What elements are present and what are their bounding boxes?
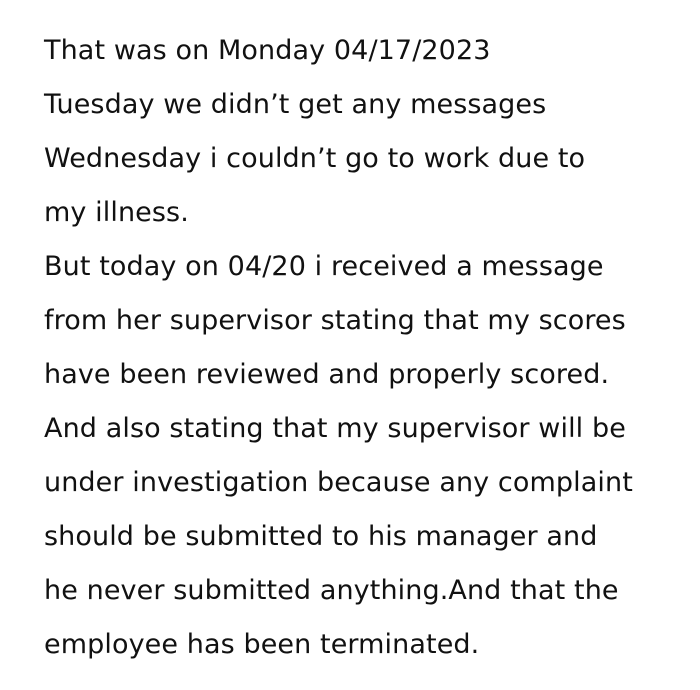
message-text — [44, 24, 684, 672]
text-line: my illness. — [44, 197, 189, 228]
text-line: under investigation because any complaint — [44, 467, 633, 498]
text-line: Tuesday we didn’t get any messages — [44, 89, 547, 120]
text-line: Wednesday i couldn’t go to work due to — [44, 143, 586, 174]
text-line: And also stating that my supervisor will be — [44, 413, 626, 444]
text-line: That was on Monday 04/17/2023 — [44, 35, 491, 66]
text-line: should be submitted to his manager and — [44, 521, 598, 552]
text-line: But today on 04/20 i received a message — [44, 251, 604, 282]
text-line: have been reviewed and properly scored. — [44, 359, 610, 390]
text-line: he never submitted anything.And that the — [44, 575, 619, 606]
text-line: employee has been terminated. — [44, 629, 480, 660]
text-line: from her supervisor stating that my scores — [44, 305, 626, 336]
